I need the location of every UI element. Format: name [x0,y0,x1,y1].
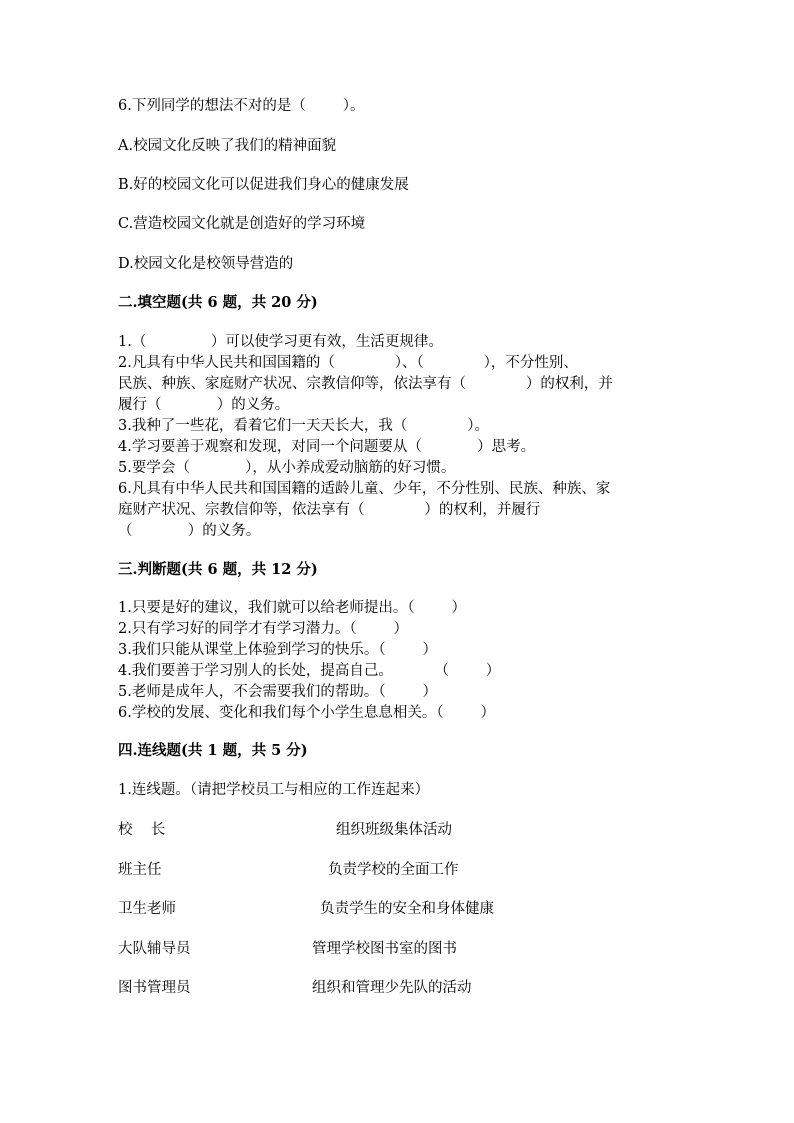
fill-line: 民族、种族、家庭财产状况、宗教信仰等，依法享有（ ）的权利，并 [118,376,613,392]
match-right-item: 管理学校图书室的图书 [312,941,457,957]
fill-line: 履行（ ）的义务。 [118,397,290,413]
fill-line: 5.要学会（ ），从小养成爱动脑筋的好习惯。 [118,460,456,476]
fill-line: 庭财产状况、宗教信仰等，依法享有（ ）的权利，并履行 [118,502,541,518]
fill-line: 4.学习要善于观察和发现，对同一个问题要从（ ）思考。 [118,439,536,455]
mc-option-d: D.校园文化是校领导营造的 [118,256,294,272]
match-instruction: 1.连线题。（请把学校员工与相应的工作连起来） [118,782,430,798]
match-right-item: 负责学校的全面工作 [328,862,459,878]
match-section-heading: 四.连线题(共 1 题，共 5 分) [118,742,308,759]
judge-section-heading: 三.判断题(共 6 题，共 12 分) [118,561,318,578]
match-right-item: 组织班级集体活动 [336,822,452,838]
mc-option-c: C.营造校园文化就是创造好的学习环境 [118,216,366,232]
fill-line: 1.（ ）可以使学习更有效，生活更规律。 [118,334,443,350]
fill-line: 3.我种了一些花，看着它们一天天长大，我（ ）。 [118,418,490,434]
match-left-item: 图书管理员 [118,980,191,996]
judge-line: 3.我们只能从课堂上体验到学习的快乐。（ ） [118,642,437,658]
judge-line: 2.只有学习好的同学才有学习潜力。（ ） [118,621,408,637]
fill-line: 2.凡具有中华人民共和国国籍的（ ）、（ ），不分性别、 [118,355,578,371]
mc-question-stem: 6.下列同学的想法不对的是（ ）。 [118,98,365,114]
judge-line: 5.老师是成年人，不会需要我们的帮助。（ ） [118,684,437,700]
judge-line: 1.只要是好的建议，我们就可以给老师提出。（ ） [118,600,466,616]
match-left-item: 校 长 [118,822,166,838]
fill-line: 6.凡具有中华人民共和国国籍的适龄儿童、少年，不分性别、民族、种族、家 [118,481,611,497]
fill-line: （ ）的义务。 [118,523,261,539]
match-right-item: 负责学生的安全和身体健康 [320,901,494,917]
mc-option-b: B.好的校园文化可以促进我们身心的健康发展 [118,177,409,193]
match-left-item: 班主任 [118,862,162,878]
mc-option-a: A.校园文化反映了我们的精神面貌 [118,138,337,154]
match-left-item: 大队辅导员 [118,941,191,957]
fill-section-heading: 二.填空题(共 6 题，共 20 分) [118,294,318,311]
match-right-item: 组织和管理少先队的活动 [312,980,472,996]
judge-line: 6.学校的发展、变化和我们每个小学生息息相关。（ ） [118,705,495,721]
match-left-item: 卫生老师 [118,901,176,917]
judge-line: 4.我们要善于学习别人的长处，提高自己。 （ ） [118,663,501,679]
